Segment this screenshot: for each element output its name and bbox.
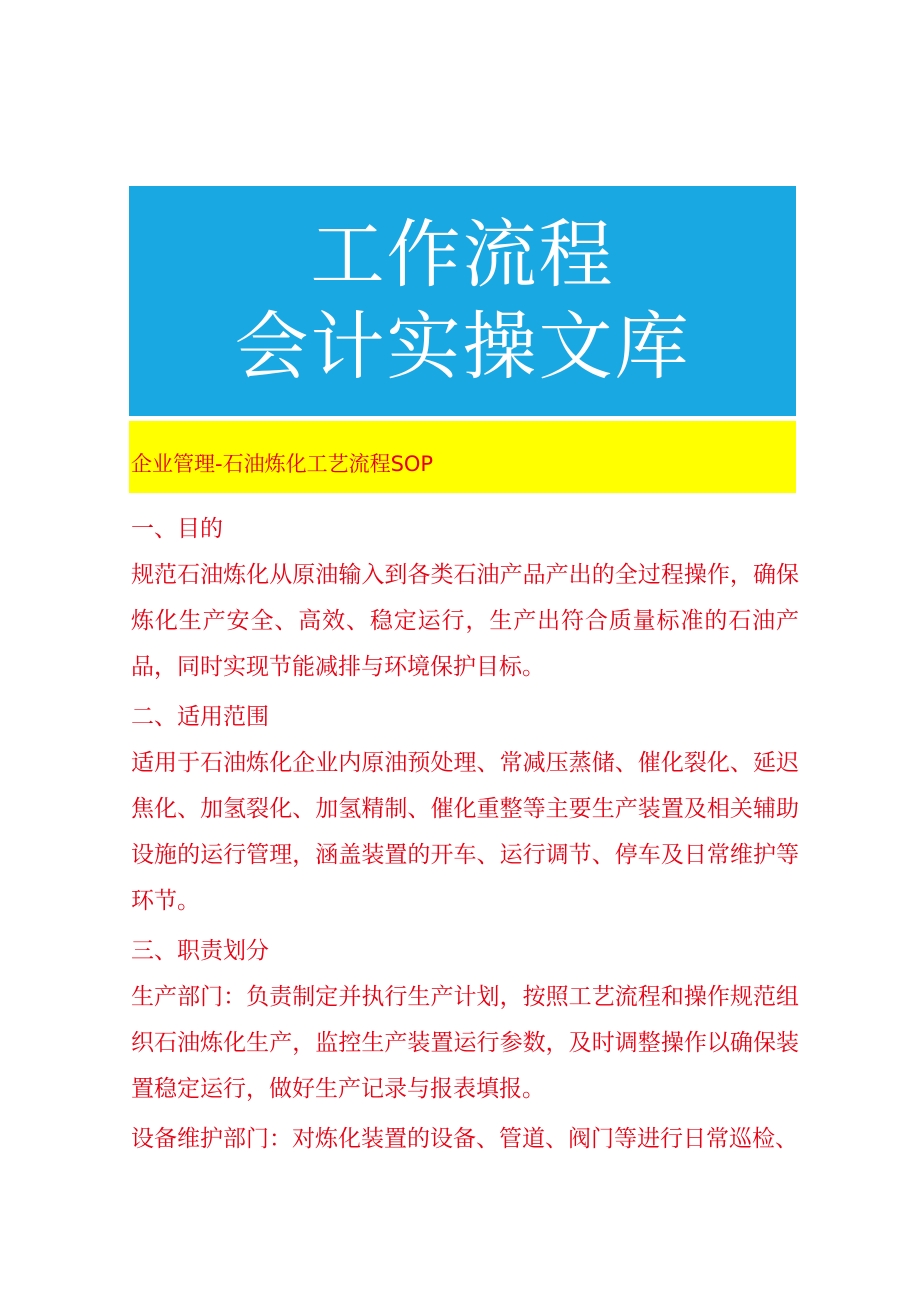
title-banner — [129, 186, 796, 416]
section-heading: 三、职责划分 — [131, 938, 269, 964]
document-subtitle: 企业管理-石油炼化工艺流程SOP — [131, 452, 434, 476]
section-responsibilities — [131, 928, 799, 1162]
section-heading: 二、适用范围 — [131, 704, 269, 730]
section-heading: 一、目的 — [131, 516, 223, 542]
banner-title-line-1: 工作流程 — [310, 212, 615, 298]
banner-title-line-2: 会计实操文库 — [234, 304, 691, 390]
document-body — [131, 506, 799, 1166]
section-scope — [131, 694, 799, 924]
section-purpose — [131, 506, 799, 690]
section-paragraph: 适用于石油炼化企业内原油预处理、常减压蒸储、催化裂化、延迟焦化、加氢裂化、加氢精制、催化重整等主要生产装置及相关辅助设施的运行管理，涵盖装置的开车、运行调节、停车及日常维护等环节。 — [131, 750, 799, 914]
subtitle-bar — [129, 421, 796, 493]
section-paragraph: 规范石油炼化从原油输入到各类石油产品产出的全过程操作，确保炼化生产安全、高效、稳定运行，生产出符合质量标准的石油产品，同时实现节能减排与环境保护目标。 — [131, 562, 799, 680]
section-paragraph: 生产部门：负责制定并执行生产计划，按照工艺流程和操作规范组织石油炼化生产，监控生产装置运行参数，及时调整操作以确保装置稳定运行，做好生产记录与报表填报。 — [131, 984, 799, 1102]
section-paragraph: 设备维护部门：对炼化装置的设备、管道、阀门等进行日常巡检、 — [131, 1126, 798, 1152]
